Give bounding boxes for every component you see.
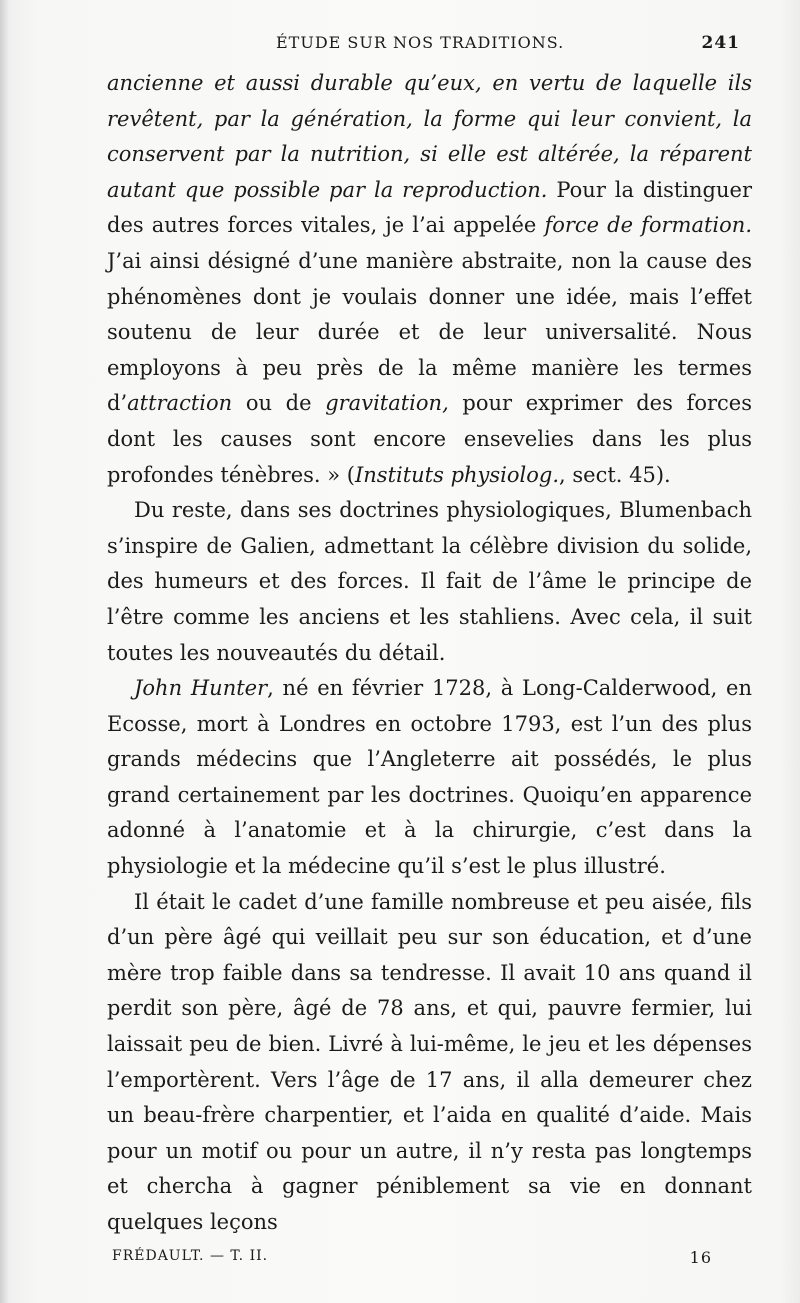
- text-run: , né en février 1728, à Long-Calderwood, en Ecosse, mort à Londres en octobre 1793, est l’un des plus grands médecins que l’Angleterre ait possédés, le plus grand certainement par les doctrines. Quoiqu’en apparence adonné à l’anatomie et à la chirurgie, c’est dans la physiologie et la médecine qu’il s’est le plus illustré.: [107, 676, 752, 879]
- running-header: [108, 33, 740, 57]
- page-gutter-shadow: [0, 0, 8, 1303]
- paragraph: [107, 671, 752, 885]
- body-text: [107, 66, 752, 1241]
- italic-text: John Hunter: [134, 676, 268, 701]
- italic-text: ancienne et aussi durable qu’eux, en vertu de laquelle ils revêtent, par la génération, la forme qui leur convient, la conservent par la nutrition, si elle est altérée, la réparent autant que possible par la reproduction.: [107, 71, 752, 202]
- running-title: ÉTUDE SUR NOS TRADITIONS.: [276, 33, 565, 52]
- text-run: Du reste, dans ses doctrines physiologiques, Blumenbach s’inspire de Galien, admettant la célèbre division du solide, des humeurs et des forces. Il fait de l’âme le principe de l’être comme les anciens et les stahliens. Avec cela, il suit toutes les nouveautés du détail.: [107, 498, 752, 665]
- text-run: Il était le cadet d’une famille nombreuse et peu aisée, fils d’un père âgé qui veillait peu sur son éducation, et d’une mère trop faible dans sa tendresse. Il avait 10 ans quand il perdit son père, âgé de 78 ans, et qui, pauvre fermier, lui laissait peu de bien. Livré à lui-même, le jeu et les dépenses l’emportèrent. Vers l’âge de 17 ans, il alla demeurer chez un beau-frère charpentier, et l’aida en qualité d’aide. Mais pour un motif ou pour un autre, il n’y resta pas longtemps et chercha à gagner péniblement sa vie en donnant quelques leçons: [107, 889, 752, 1234]
- text-run: , sect. 45).: [559, 462, 671, 487]
- text-run: J’ai ainsi désigné d’une manière abstraite, non la cause des phénomènes dont je voulais donner une idée, mais l’effet soutenu de leur durée et de leur universalité. Nous employons à peu près de la même manière les termes d’: [107, 248, 752, 416]
- sheet-number: 16: [689, 1248, 712, 1267]
- italic-text: force de formation.: [544, 213, 752, 238]
- text-run: pour exprimer des forces dont les causes sont encore ensevelies dans les plus profondes ténèbres. » (: [107, 391, 752, 487]
- page-number: 241: [701, 33, 740, 53]
- italic-text: gravitation,: [325, 391, 449, 416]
- page-footer: [112, 1248, 712, 1270]
- italic-text: Instituts physiolog.: [354, 462, 560, 487]
- text-run: Pour la distinguer des autres forces vitales, je l’ai appelée: [107, 177, 752, 238]
- paragraph: [107, 493, 752, 671]
- text-run: ou de: [232, 391, 326, 416]
- printer-signature: FRÉDAULT. — T. II.: [112, 1248, 269, 1264]
- italic-text: attraction: [127, 391, 233, 416]
- paragraph: [107, 66, 752, 493]
- paragraph: [107, 885, 752, 1241]
